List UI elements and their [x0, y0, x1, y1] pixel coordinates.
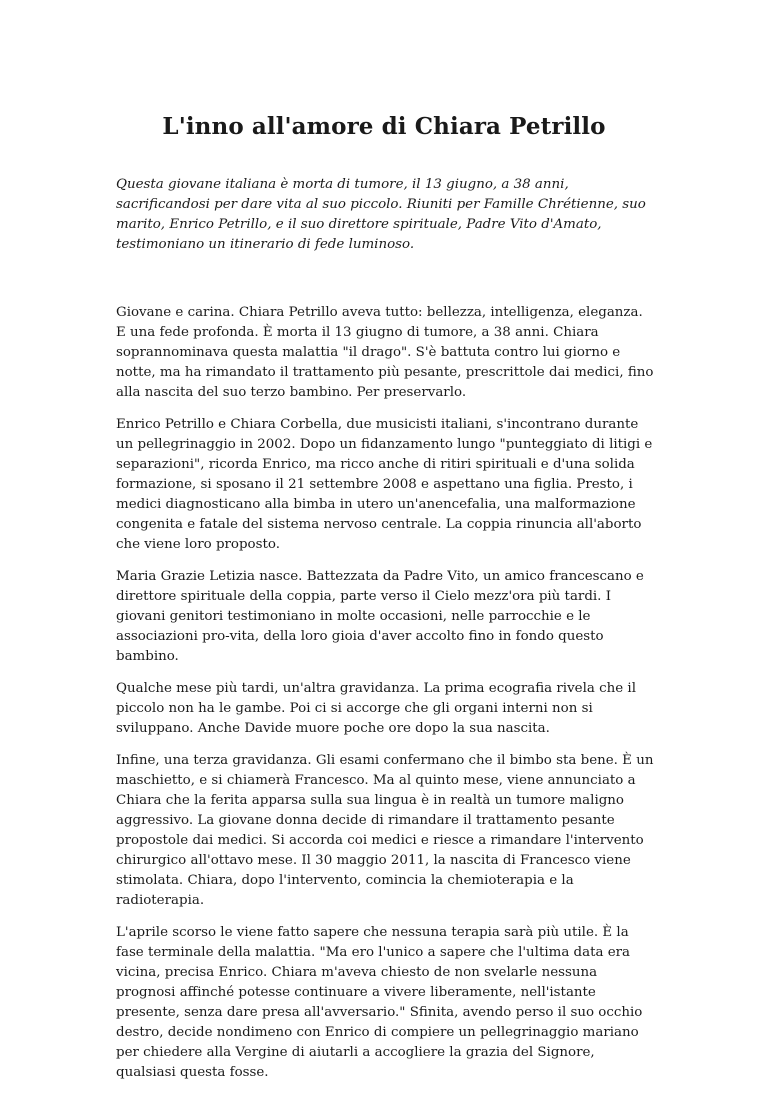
- intro-paragraph: Questa giovane italiana è morta di tumore, il 13 giugno, a 38 anni, sacrificandosi per dare vita al suo piccolo. Riuniti per Famille Chrétienne, suo marito, Enrico Petrillo, e il suo direttore spirituale, Padre Vito d'Amato, testimoniano un itinerario di fede luminoso.: [116, 177, 646, 252]
- body-paragraph: Maria Grazie Letizia nasce. Battezzata da Padre Vito, un amico francescano e direttore spirituale della coppia, parte verso il Cielo mezz'ora più tardi. I giovani genitori testimoniano in molte occasioni, nelle parrocchie e le associazioni pro-vita, della loro gioia d'aver accolto fino in fondo questo bambino.: [116, 569, 644, 664]
- body-paragraph: Enrico Petrillo e Chiara Corbella, due musicisti italiani, s'incontrano durante un pellegrinaggio in 2002. Dopo un fidanzamento lungo "punteggiato di litigi e separazioni", ricorda Enrico, ma ricco anche di ritiri spirituali e d'una solida formazione, si sposano il 21 settembre 2008 e aspettano una figlia. Presto, i medici diagnosticano alla bimba in utero un'anencefalia, una malformazione congenita e fatale del sistema nervoso centrale. La coppia rinuncia all'aborto che viene loro proposto.: [116, 417, 653, 552]
- document-body: [116, 175, 656, 1095]
- body-paragraph: L'aprile scorso le viene fatto sapere che nessuna terapia sarà più utile. È la fase terminale della malattia. "Ma ero l'unico a sapere che l'ultima data era vicina, precisa Enrico. Chiara m'aveva chiesto de non svelarle nessuna prognosi affinché potesse continuare a vivere liberamente, nell'istante presente, senza dare presa all'avversario." Sfinita, avendo perso il suo occhio destro, decide nondimeno con Enrico di compiere un pellegrinaggio mariano per chiedere alla Vergine di aiutarli a accogliere la grazia del Signore, qualsiasi questa fosse.: [116, 925, 643, 1080]
- document-title: L'inno all'amore di Chiara Petrillo: [162, 113, 606, 140]
- body-paragraph: Qualche mese più tardi, un'altra gravidanza. La prima ecografia rivela che il piccolo non ha le gambe. Poi ci si accorge che gli organi interni non si sviluppano. Anche Davide muore poche ore dopo la sua nascita.: [116, 681, 636, 736]
- body-paragraph: Infine, una terza gravidanza. Gli esami confermano che il bimbo sta bene. È un maschietto, e si chiamerà Francesco. Ma al quinto mese, viene annunciato a Chiara che la ferita apparsa sulla sua lingua è in realtà un tumore maligno aggressivo. La giovane donna decide di rimandare il trattamento pesante propostole dai medici. Si accorda coi medici e riesce a rimandare l'intervento chirurgico all'ottavo mese. Il 30 maggio 2011, la nascita di Francesco viene stimolata. Chiara, dopo l'intervento, comincia la chemioterapia e la radioterapia.: [116, 753, 654, 908]
- body-paragraph: Giovane e carina. Chiara Petrillo aveva tutto: bellezza, intelligenza, eleganza. E una fede profonda. È morta il 13 giugno di tumore, a 38 anni. Chiara soprannominava questa malattia "il drago". S'è battuta contro lui giorno e notte, ma ha rimandato il trattamento più pesante, prescrittole dai medici, fino alla nascita del suo terzo bambino. Per preservarlo.: [116, 305, 654, 400]
